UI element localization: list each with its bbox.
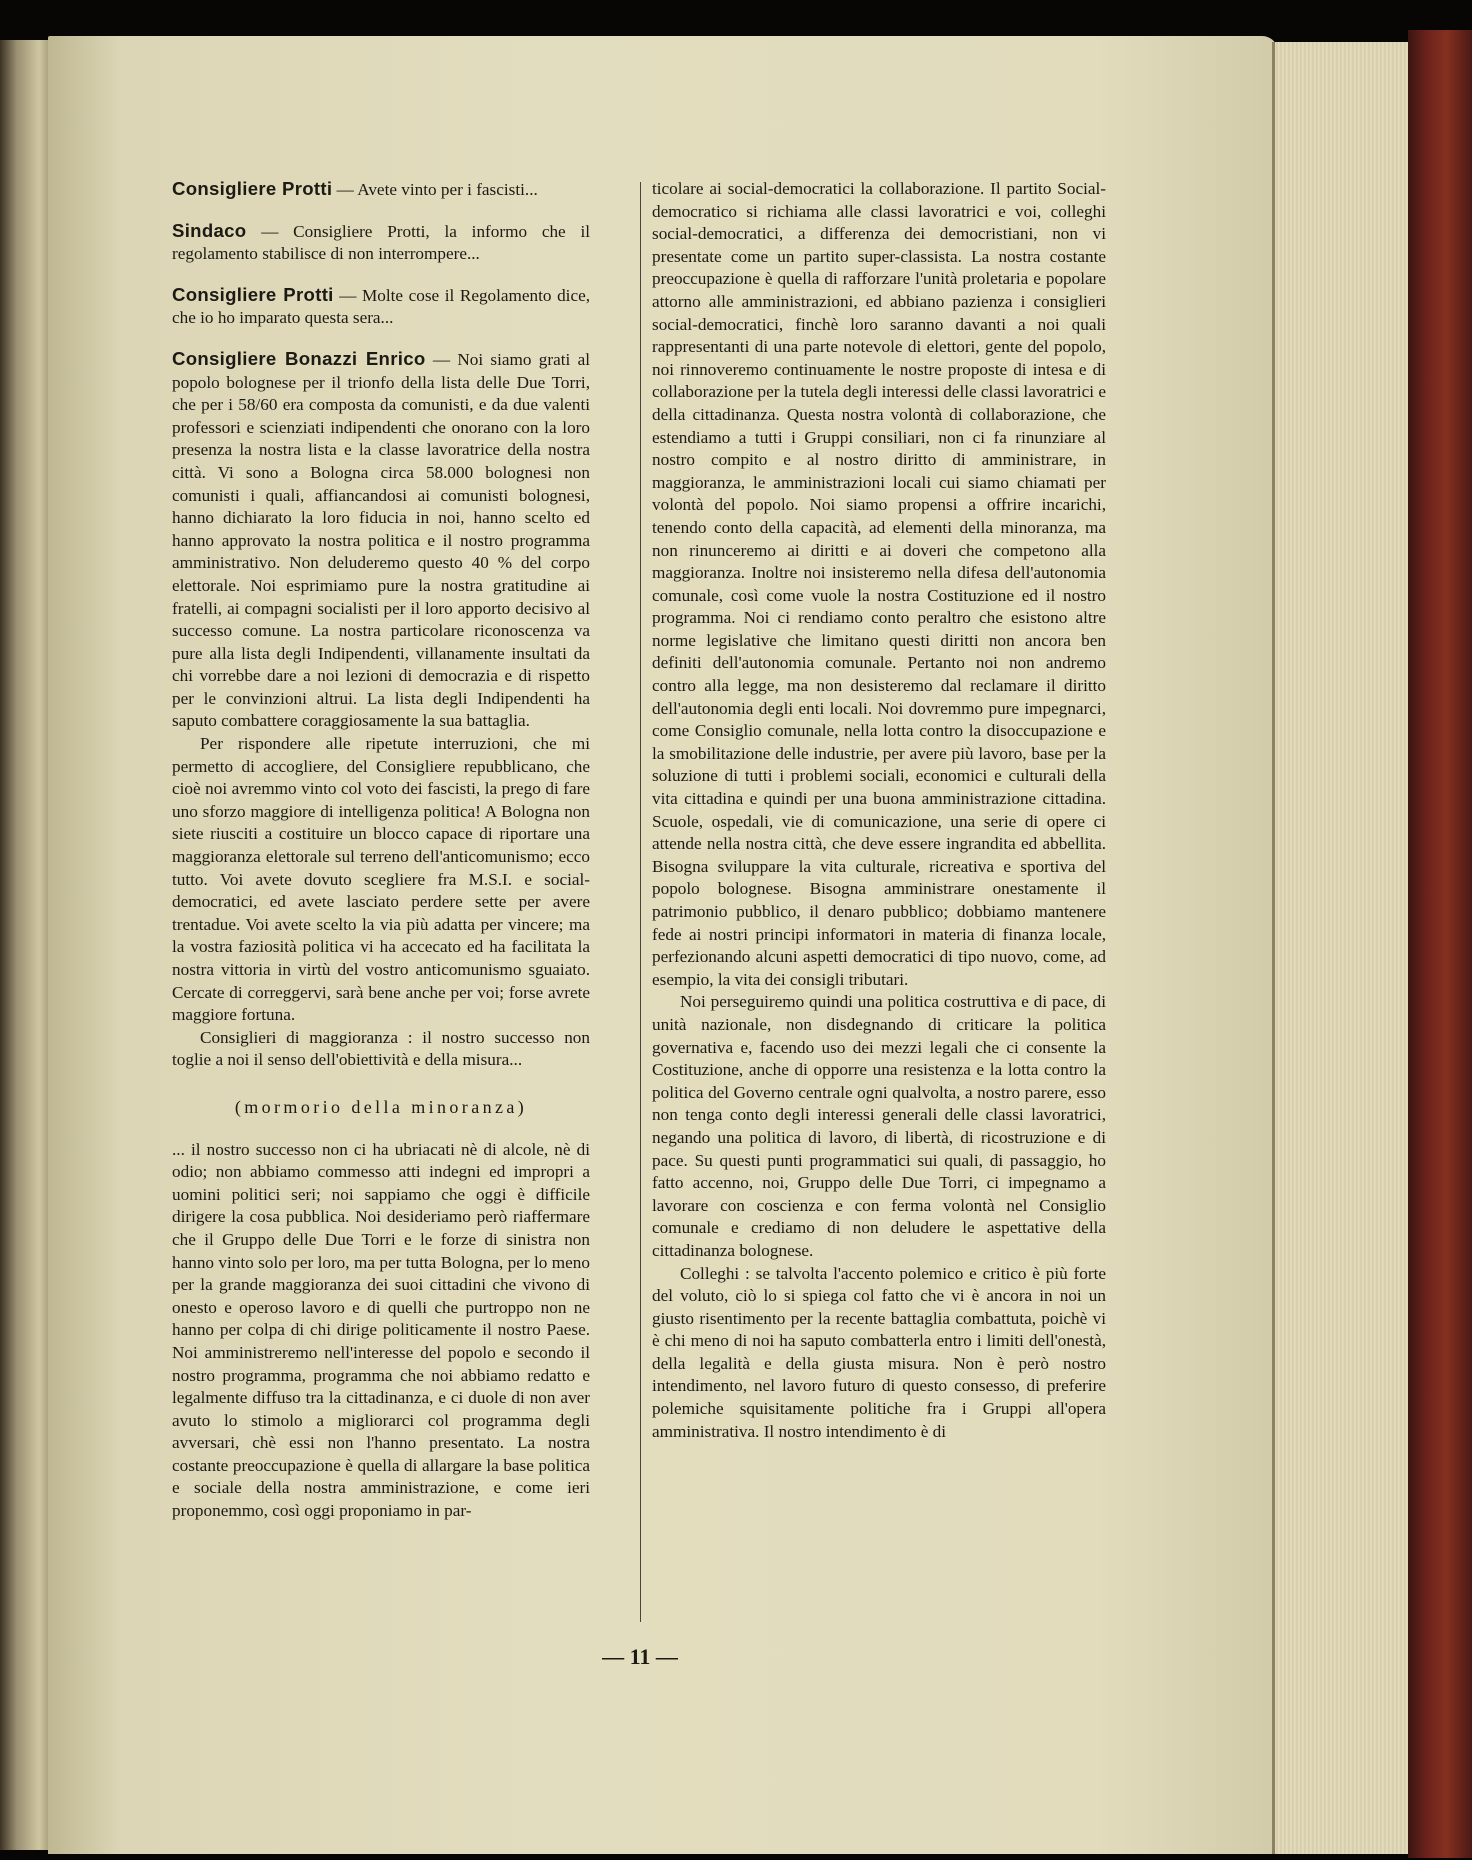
paragraph: ... il nostro successo non ci ha ubriacati nè di alcole, nè di odio; non abbiamo commesso atti indegni ed impropri a uomini politici seri; noi sappiamo che oggi è difficile dirigere la cosa pubblica. Noi desideriamo però riaffermare che il Gruppo delle Due Torri e le forze di sinistra non hanno vinto solo per loro, ma per tutta Bologna, per lo meno per la grande maggioranza dei suoi cittadini che vivono di onesto e operoso lavoro e di quelli che purtroppo non ne hanno per colpa di chi dirige politicamente il nostro Paese. Noi amministreremo nell'interesse del popolo e secondo il nostro programma, programma che noi abbiamo redatto e legalmente diffuso tra la cittadinanza, e ci duole di non aver avuto lo stimolo a migliorarci col programma degli avversari, chè essi non l'hanno presentato. La nostra costante preoccupazione è quella di allargare la base politica e sociale della nostra amministrazione, e come ieri proponemmo, così oggi proponiamo in par- (172, 1139, 590, 1521)
page-stack-edge (1272, 42, 1411, 1854)
speech-sindaco (172, 220, 590, 266)
speaker-name: Sindaco (172, 219, 247, 241)
paragraph: Consiglieri di maggioranza : il nostro successo non toglie a noi il senso dell'obiettività e della misura... (172, 1027, 590, 1070)
speaker-name: Consigliere Bonazzi Enrico (172, 347, 426, 369)
speech-bonazzi (172, 348, 590, 733)
speech-text: — Noi siamo grati al popolo bolognese per il trionfo della lista delle Due Torri, che per i 58/60 era composta da comunisti, e da due valenti professori e scienziati indipendenti che onorano con la loro presenza la nostra lista e la classe lavoratrice della nostra città. Vi sono a Bologna circa 58.000 bolognesi non comunisti i quali, affiancandosi ai comunisti bolognesi, hanno dichiarato la loro fiducia in noi, hanno scelto ed hanno approvato la nostra politica e il nostro programma amministrativo. Non deluderemo questo 40 % del corpo elettorale. Noi esprimiamo pure la nostra gratitudine ai fratelli, ai compagni socialisti per il loro apporto decisivo al successo comune. La nostra particolare riconoscenza va pure alla lista degli Indipendenti, villanamente insultati da chi vorrebbe dare a noi lezioni di democrazia e di rispetto per le convinzioni altrui. La lista degli Indipendenti ha saputo combattere coraggiosamente la sua battaglia. (172, 349, 590, 731)
paragraph: ticolare ai social-democratici la collaborazione. Il partito Social-democratico si richiama alle classi lavoratrici e voi, colleghi social-democratici, a differenza dei democristiani, non vi presentate come un partito super-classista. La nostra costante preoccupazione è quella di rafforzare l'unità proletaria e popolare attorno alle amministrazioni, ed abbiano pazienza i consiglieri social-democratici, finchè loro saranno davanti a noi quali rappresentanti di una parte notevole di elettori, gente del popolo, noi rinnoveremo continuamente le nostre proposte di intesa e di collaborazione per la tutela degli interessi delle classi lavoratrici e della cittadinanza. Questa nostra volontà di collaborazione, che estendiamo a tutti i Gruppi consiliari, non ci fa rinunziare al nostro compito e al nostro diritto di amministrare, in maggioranza, le amministrazioni locali cui siamo chiamati per volontà del popolo. Noi siamo propensi a offrire incarichi, tenendo conto della capacità, ad elementi della minoranza, ma non rinunceremo ai diritti e ai doveri che competono alla maggioranza. Inoltre noi insisteremo nella difesa dell'autonomia comunale, così come vuole la nostra Costituzione ed il nostro programma. Noi ci rendiamo conto peraltro che esistono altre norme legislative che limitano questi diritti non ancora ben definiti dell'autonomia comunale. Pertanto noi non andremo contro alla legge, ma non desisteremo dal reclamare il diritto dell'autonomia degli enti locali. Noi dovremmo pure impegnarci, come Consiglio comunale, nella lotta contro la disoccupazione e la smobilitazione delle industrie, per avere più lavoro, base per la soluzione di tutti i problemi sociali, economici e culturali della vita cittadina e quindi per una buona amministrazione cittadina. Scuole, ospedali, vie di comunicazione, una serie di opere ci attende nella nostra città, che deve essere ingrandita ed abbellita. Bisogna sviluppare la vita culturale, ricreativa e sportiva del popolo bolognese. Bisogna amministrare onestamente il patrimonio pubblico, il denaro pubblico; dobbiamo mantenere fede ai nostri principi informatori in materia di finanza locale, perfezionando alcuni aspetti democratici di tipo nuovo, come, ad esempio, la vita dei consigli tributari. (652, 179, 1106, 989)
paragraph: Colleghi : se talvolta l'accento polemico e critico è più forte del voluto, ciò lo si spiega col fatto che vi è ancora in noi un giusto risentimento per la recente battaglia combattuta, poichè vi è chi meno di noi ha saputo combatterla entro i limiti dell'onestà, della legalità e della giusta misura. Non è però nostro intendimento, nel lavoro futuro di questo consesso, di preferire polemiche squisitamente politiche fra i Gruppi all'opera amministrativa. Il nostro intendimento è di (652, 1263, 1106, 1441)
speech-text: — Molte cose il Regolamento dice, che io ho imparato questa sera... (172, 285, 590, 328)
page-number: — 11 — (602, 1644, 678, 1669)
book-binding (1408, 30, 1472, 1858)
left-column (172, 178, 590, 1523)
speaker-name: Consigliere Protti (172, 178, 333, 199)
speech-protti-1 (172, 178, 590, 202)
right-column (652, 178, 1106, 1443)
paragraph: Noi perseguiremo quindi una politica costruttiva e di pace, di unità nazionale, non disdegnando di criticare la politica governativa e, facendo uso dei mezzi legali che ci consente la Costituzione, anche di opporre una resistenza e la lotta contro la politica del Governo centrale ogni qualvolta, a nostro parere, esso non tenga conto degli interessi generali delle classi lavoratrici, negando una politica di lavoro, di libertà, di ricostruzione e di pace. Su questi punti programmatici sui quali, di passaggio, ho fatto accenno, noi, Gruppo delle Due Torri, ci impegnamo a lavorare con coscienza e con ferma volontà nel Consiglio comunale e crediamo di non deludere le aspettative della cittadinanza bolognese. (652, 992, 1106, 1260)
speech-text: — Avete vinto per i fascisti... (332, 180, 538, 199)
speech-text: — Consigliere Protti, la informo che il regolamento stabilisce di non interrompere... (172, 221, 590, 264)
stage-direction: (mormorio della minoranza) (234, 1096, 528, 1117)
paragraph: Per rispondere alle ripetute interruzioni, che mi permetto di accogliere, del Consigliere repubblicano, che cioè noi avremmo vinto col voto dei fascisti, la prego di fare uno sforzo maggiore di intelligenza politica! A Bologna non siete riusciti a costituire un blocco capace di riportare una maggioranza elettorale sul terreno dell'anticomunismo; ecco tutto. Voi avete dovuto scegliere fra M.S.I. e social-democratici, ed avete lasciato perdere sette per avere trentadue. Voi avete scelto la via più adatta per vincere; ma la vostra faziosità politica vi ha accecato ed ha facilitata la nostra vittoria in virtù del vostro anticomunismo sguaiato. Cercate di correggervi, sarà bene anche per voi; forse avrete maggiore fortuna. (172, 734, 590, 1025)
speaker-name: Consigliere Protti (172, 283, 334, 305)
column-divider (640, 182, 641, 1622)
speech-protti-2 (172, 284, 590, 330)
